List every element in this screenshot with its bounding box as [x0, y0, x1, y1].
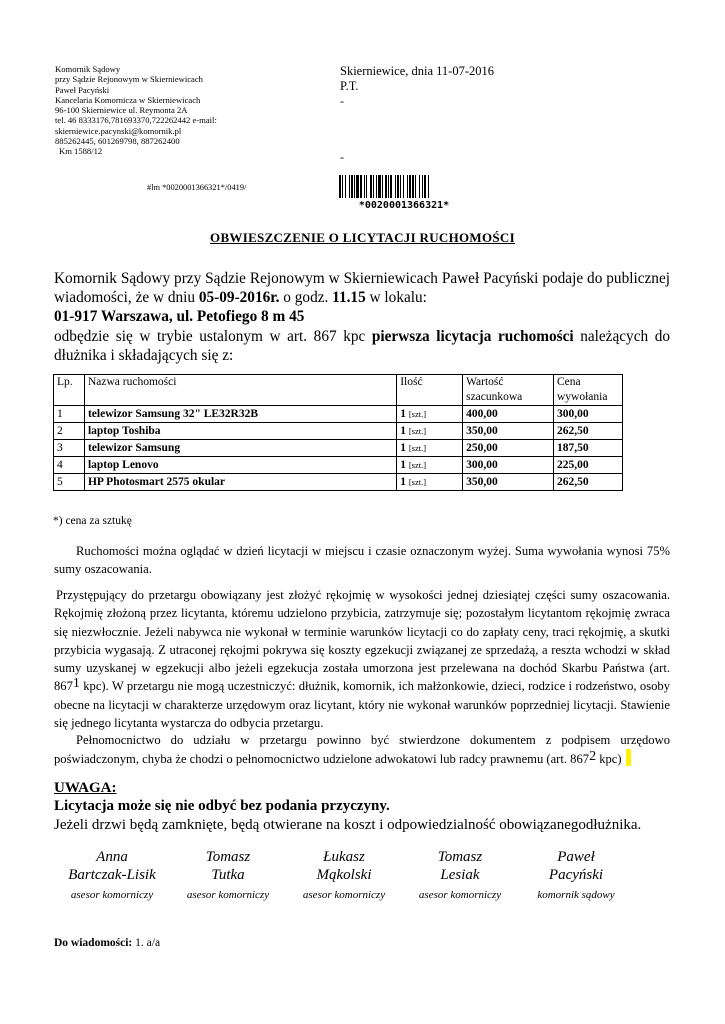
intro-text: w lokalu:: [365, 289, 427, 307]
table-row: [54, 474, 623, 491]
barcode-bar: [342, 175, 343, 198]
barcode-bar: [419, 175, 420, 198]
sender-line: Kancelaria Komornicza w Skierniewicach: [55, 94, 201, 105]
deposit-paragraph: [54, 586, 670, 732]
signer-first-name: Paweł: [557, 849, 595, 865]
cell-name: telewizor Samsung 32" LE32R32B: [84, 406, 396, 423]
barcode-bar: [422, 175, 423, 198]
cell-lp: 1: [54, 406, 85, 423]
proxy-text: Pełnomocnictwo do udziału w przetargu powinno być stwierdzone dokumentem z podpisem urzędowo poświadczonym, chyba że chodzi o pełnomocnictwo udzielone adwokatowi lub radcy prawnemu (art. 867: [54, 733, 670, 767]
table-header-row: [54, 375, 623, 406]
signer-role: asesor komorniczy: [70, 889, 154, 901]
cell-name: HP Photosmart 2575 okular: [84, 474, 396, 491]
cell-qty: [397, 457, 463, 474]
table-row: [54, 423, 623, 440]
signer: [402, 849, 518, 903]
barcode: [338, 175, 470, 209]
case-number: Km 1588/12: [59, 146, 103, 157]
barcode-bar: [345, 175, 346, 198]
signer: [170, 849, 286, 903]
auction-type: pierwsza licytacja ruchomości: [371, 327, 574, 345]
barcode-bar: [366, 175, 367, 198]
sender-line: 96-100 Skierniewice ul. Reymonta 2A: [55, 105, 188, 116]
signer: [518, 849, 634, 903]
items-table: [53, 374, 623, 491]
proxy-text: kpc): [596, 752, 622, 767]
qty-unit: [szt.]: [408, 443, 427, 453]
barcode-bar: [360, 175, 362, 198]
notice-heading: UWAGA:: [54, 780, 117, 796]
place-date: Skierniewice, dnia 11-07-2016: [340, 64, 495, 78]
qty-unit: [szt.]: [408, 460, 427, 470]
cell-price: 262,50: [554, 423, 623, 440]
barcode-bar: [349, 175, 350, 198]
barcode-bar: [364, 175, 365, 198]
sender-block: [55, 64, 255, 157]
auction-address: 01-917 Warszawa, ul. Petofiego 8 m 45: [54, 308, 305, 326]
intro-text: należących do dłużnika i składających się z:: [54, 327, 670, 364]
qty-value: 1: [400, 408, 406, 420]
cell-lp: 5: [54, 474, 85, 491]
cell-qty: [397, 406, 463, 423]
barcode-bar: [390, 175, 392, 198]
cell-price: 262,50: [554, 474, 623, 491]
qty-unit: [szt.]: [408, 426, 427, 436]
barcode-bar: [397, 175, 399, 198]
barcode-bar: [373, 175, 374, 198]
cell-name: laptop Lenovo: [84, 457, 396, 474]
qty-value: 1: [400, 442, 406, 454]
sender-line: 885262445, 601269798, 887262400: [55, 136, 180, 147]
signers-block: [54, 849, 674, 903]
cell-qty: [397, 474, 463, 491]
signer-role: asesor komorniczy: [418, 889, 502, 901]
column-header: Cena wywołania: [554, 375, 623, 406]
column-header: Ilość: [397, 375, 463, 406]
barcode-text: *0020001366321*: [358, 200, 450, 209]
barcode-bar: [378, 175, 381, 198]
auction-time: 11.15: [332, 289, 366, 307]
page-title: OBWIESZCZENIE O LICYTACJI RUCHOMOŚCI: [210, 230, 515, 245]
column-header: Lp.: [54, 375, 85, 406]
qty-value: 1: [400, 459, 406, 471]
cell-price: 300,00: [554, 406, 623, 423]
table-row: [54, 406, 623, 423]
signer-first-name: Tomasz: [437, 849, 483, 865]
cell-lp: 3: [54, 440, 85, 457]
cell-value: 350,00: [463, 423, 554, 440]
signer: [54, 849, 170, 903]
cell-price: 187,50: [554, 440, 623, 457]
barcode-bar: [428, 175, 429, 198]
addressee: P.T.: [340, 79, 359, 93]
barcode-bar: [409, 175, 411, 198]
cell-name: telewizor Samsung: [84, 440, 396, 457]
notice-line: Jeżeli drzwi będą zamknięte, będą otwierane na koszt i odpowiedzialność obowiązanegodłużnika.: [54, 817, 642, 833]
signer-role: asesor komorniczy: [302, 889, 386, 901]
signer-last-name: Lesiak: [440, 866, 480, 883]
distribution-label: Do wiadomości:: [54, 937, 133, 949]
sender-line: tel. 46 8333176,781693370,722262442 e-mail:: [55, 115, 217, 126]
distribution-note: [54, 937, 160, 949]
barcode-bar: [403, 175, 404, 198]
barcode-bar: [407, 175, 408, 198]
cell-value: 350,00: [463, 474, 554, 491]
article-superscript: 2: [589, 749, 597, 765]
column-header: Nazwa ruchomości: [84, 375, 396, 406]
barcode-bar: [351, 175, 353, 198]
signer-last-name: Pacyński: [548, 866, 604, 883]
barcode-bar: [400, 175, 401, 198]
highlight-marker: [626, 749, 631, 766]
sender-line: przy Sądzie Rejonowym w Skierniewicach: [55, 74, 203, 85]
intro-text: Komornik Sądowy przy Sądzie Rejonowym w Skierniewicach Paweł Pacyński podaje do publicznej wiadomości, że w dniu: [54, 270, 670, 307]
signer-first-name: Anna: [96, 849, 128, 865]
table-row: [54, 440, 623, 457]
barcode-bar: [339, 175, 341, 198]
cell-value: 300,00: [463, 457, 554, 474]
cell-qty: [397, 423, 463, 440]
distribution-value: 1. a/a: [132, 937, 161, 949]
cell-qty: [397, 440, 463, 457]
intro-text: odbędzie się w trybie ustalonym w art. 867 kpc: [54, 327, 372, 345]
qty-unit: [szt.]: [408, 409, 427, 419]
signer-last-name: Bartczak-Lisik: [68, 866, 156, 883]
footnote: *) cena za sztukę: [53, 515, 132, 527]
auction-date: 05-09-2016r.: [198, 289, 280, 307]
intro-text: o godz.: [279, 289, 333, 307]
barcode-bar: [388, 175, 389, 198]
cell-lp: 2: [54, 423, 85, 440]
column-header: Wartość szacunkowa: [463, 375, 554, 406]
barcode-bar: [376, 175, 377, 198]
sender-line: Paweł Pacyński: [55, 84, 110, 95]
deposit-text: Przystępujący do przetargu obowiązany jest złożyć rękojmię w wysokości jednej dziesiątej części sumy oszacowania. Rękojmię złożoną przez licytanta, któremu udzielono przybicia, zatrzymuje się; pozostałym licytantom rękojmię zwraca się niezwłocznie. Jeżeli nabywca nie wykonał w terminie warunków licytacji co do zapłaty ceny, traci rękojmię, a skutki przybicia wygasają. Z utraconej rękojmi pokrywa się koszty egzekucji związanej ze sprzedażą, a reszta wchodzi w skład sumy uzyskanej w egzekucji albo jeżeli egzekucja została umorzona jest przelewana na dochód Skarbu Państwa (art. 867: [54, 588, 670, 694]
cell-lp: 4: [54, 457, 85, 474]
cell-value: 250,00: [463, 440, 554, 457]
signer-last-name: Mąkolski: [316, 866, 372, 883]
notice-line: Licytacja może się nie odbyć bez podania przyczyny.: [54, 798, 390, 814]
viewing-paragraph: Ruchomości można oglądać w dzień licytacji w miejscu i czasie oznaczonym wyżej. Suma wywołania wynosi 75% sumy oszacowania.: [54, 544, 670, 577]
qty-unit: [szt.]: [408, 477, 427, 487]
signer-last-name: Tutka: [211, 866, 245, 883]
sender-line: skierniewice.pacynski@komornik.pl: [55, 125, 182, 136]
barcode-bar: [354, 175, 355, 198]
qty-value: 1: [400, 425, 406, 437]
deposit-text: kpc). W przetargu nie mogą uczestniczyć: dłużnik, komornik, ich małżonkowie, dzieci, rodzice i rodzeństwo, osoby obecne na licytacji w charakterze urzędowym oraz licytant, który nie wykonał warunków poprzedniej licytacji. Stawienie się jednego licytanta wystarcza do odbycia przetargu.: [54, 679, 670, 731]
barcode-bars: [339, 175, 429, 198]
barcode-bar: [356, 175, 359, 198]
table-row: [54, 457, 623, 474]
signer-role: komornik sądowy: [537, 889, 615, 901]
barcode-bar: [382, 175, 383, 198]
proxy-paragraph: [54, 731, 670, 769]
sender-line: Komornik Sądowy: [55, 64, 121, 74]
place-date-block: [340, 64, 494, 94]
barcode-bar: [412, 175, 414, 198]
cell-name: laptop Toshiba: [84, 423, 396, 440]
qty-value: 1: [400, 476, 406, 488]
barcode-bar: [370, 175, 372, 198]
barcode-bar: [415, 175, 416, 198]
signer-first-name: Łukasz: [323, 849, 365, 865]
document-reference: #lm *0020001366321*/0419/: [147, 183, 247, 192]
intro-paragraph: [54, 269, 670, 365]
cell-price: 225,00: [554, 457, 623, 474]
barcode-bar: [424, 175, 426, 198]
signer-first-name: Tomasz: [205, 849, 251, 865]
signer-role: asesor komorniczy: [186, 889, 270, 901]
barcode-bar: [385, 175, 387, 198]
cell-value: 400,00: [463, 406, 554, 423]
dash-mark: -: [340, 94, 344, 108]
barcode-bar: [395, 175, 396, 198]
dash-mark: -: [340, 150, 344, 164]
signer: [286, 849, 402, 903]
article-superscript: 1: [72, 676, 80, 692]
